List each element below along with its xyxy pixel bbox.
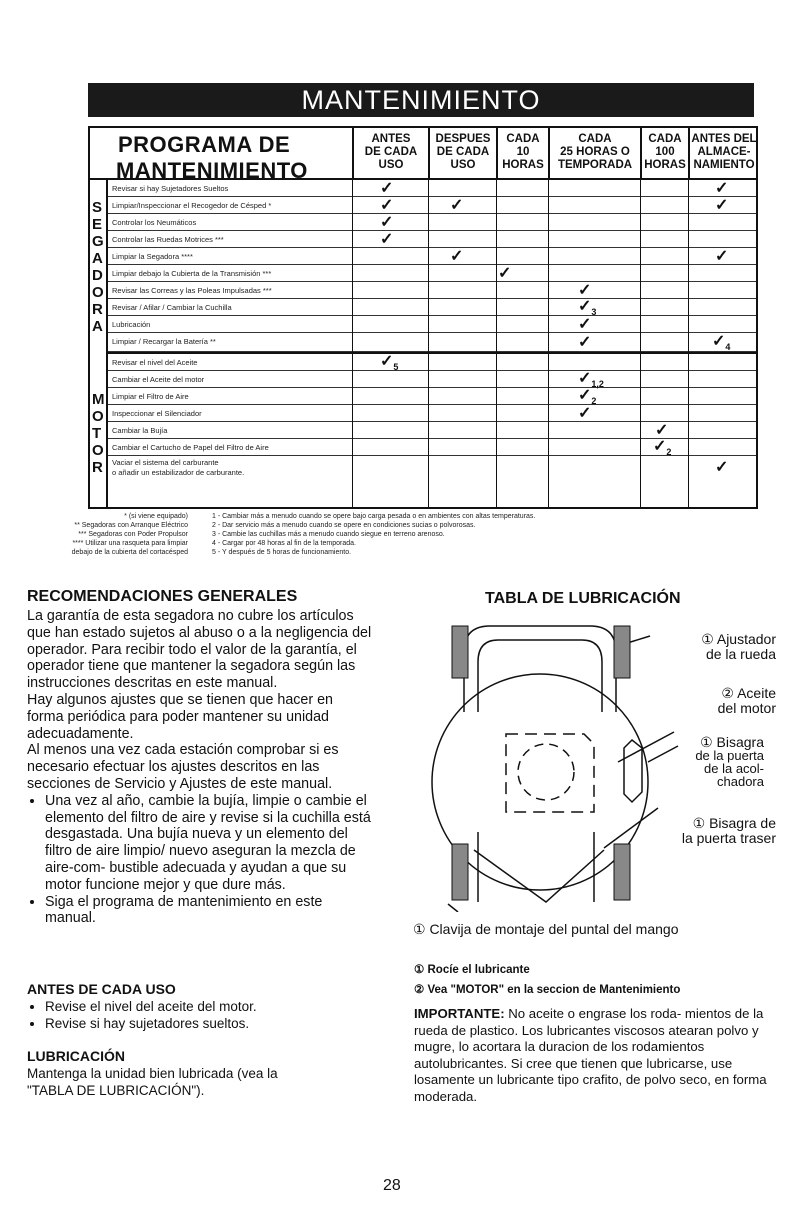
check-icon: ✓ (380, 197, 394, 214)
side-letter: S (92, 199, 103, 216)
table-row: Revisar si hay Sujetadores Sueltos (108, 180, 756, 197)
side-letter: R (92, 459, 103, 476)
callout-aceite: ② Aceite del motor (717, 685, 776, 716)
table-row: Limpiar debajo la Cubierta de la Transmisión *** (108, 265, 756, 282)
check-icon: ✓ (578, 405, 592, 422)
table-row: Cambiar la Bujía (108, 422, 756, 439)
col-header-almacenamiento: ANTES DEL ALMACE- NAMIENTO (688, 128, 758, 178)
check-icon: ✓ (380, 231, 394, 248)
lubrication-notes (414, 960, 774, 1105)
check-icon: $✓_2$ (653, 438, 672, 458)
lubricacion-heading: LUBRICACIÓN (27, 1048, 125, 1064)
legend-motor: ② Vea "MOTOR" en la seccion de Mantenimiento (414, 984, 681, 996)
col-header-25-horas: CADA 25 HORAS O TEMPORADA (548, 128, 640, 178)
table-row: Lubricación (108, 316, 756, 333)
col-header-100-horas: CADA 100 HORAS (640, 128, 688, 178)
check-icon: ✓ (578, 282, 592, 299)
table-row: Inspeccionar el Silenciador (108, 405, 756, 422)
legend-rocie: ① Rocíe el lubricante (414, 964, 530, 976)
col-header-despues-uso: DESPUES DE CADA USO (428, 128, 496, 178)
check-icon: $✓_3$ (578, 298, 597, 318)
check-icon: ✓ (715, 197, 729, 214)
check-icon: ✓ (715, 248, 729, 265)
tabla-heading: TABLA DE LUBRICACIÓN (485, 590, 681, 607)
callout-bisagra-acolchadora: ① Bisagra de la puerta de la acol- chadora (695, 734, 764, 789)
col-header-10-horas: CADA 10 HORAS (496, 128, 548, 178)
check-icon: ✓ (498, 265, 512, 282)
table-row: Vaciar el sistema del carburante o añadir un estabilizador de carburante. (112, 458, 245, 477)
footnotes-right: 1 - Cambiar más a menudo cuando se opere bajo carga pesada o en ambientes con altas temperaturas. 2 - Dar servicio más a menudo cuando se opere en condiciones sucias o polvorosas. 3 - Cambie las cuchillas más a menudo cuando siegue en terreno arenoso. 4 - Cargar por 48 horas al fin de la temporada. 5 - Y después de 5 horas de funcionamiento. (212, 513, 536, 556)
table-row: Limpiar la Segadora **** (108, 248, 756, 265)
side-letter: A (92, 250, 103, 267)
side-letter: R (92, 301, 103, 318)
side-letter: A (92, 318, 103, 335)
side-letter: T (92, 425, 102, 442)
callout-clavija: ① Clavija de montaje del puntal del mango (413, 921, 679, 937)
lubrication-diagram (418, 612, 778, 912)
section-banner: MANTENIMIENTO (88, 83, 754, 117)
check-icon: $✓_{1,2}$ (578, 370, 604, 390)
side-letter: E (92, 216, 103, 233)
table-row: Cambiar el Aceite del motor (108, 371, 756, 388)
footnotes-left: * (si viene equipado) ** Segadoras con Arranque Eléctrico *** Segadoras con Poder Propulsor **** Utilizar una rasqueta para limpiar debajo de la cubierta del cortacésped (71, 513, 188, 556)
importante-note: IMPORTANTE: No aceite o engrase los roda- mientos de la rueda de plastico. Los lubricantes viscosos atearan polvo y mugre, lo acortara la duracion de los rodamientos autolubricantes. Si cree que tienen que lubricarse, use losamente un lubricante tipo crafito, de polvo seco, en forma moderada. (414, 1006, 767, 1104)
callout-ajustador: ① Ajustador de la rueda (701, 631, 776, 662)
side-letter: O (92, 442, 104, 459)
side-letter: O (92, 408, 104, 425)
table-row: Revisar / Afilar / Cambiar la Cuchilla (108, 299, 756, 316)
side-letter: G (92, 233, 104, 250)
list-item: • Revise si hay sujetadores sueltos. (45, 1015, 257, 1032)
table-row: Controlar los Neumáticos (108, 214, 756, 231)
side-letter: O (92, 284, 104, 301)
list-item: • Revise el nivel del aceite del motor. (45, 998, 257, 1015)
antes-list (27, 998, 257, 1032)
maintenance-schedule-table (88, 126, 758, 509)
check-icon: ✓ (578, 334, 592, 351)
side-letter: D (92, 267, 103, 284)
check-icon: ✓ (380, 180, 394, 197)
table-row: Controlar las Ruedas Motrices *** (108, 231, 756, 248)
table-row: Limpiar/Inspeccionar el Recogedor de Césped * (108, 197, 756, 214)
recomendaciones-body: La garantía de esta segadora no cubre los artículos que han estado sujetos al abuso o a la negligencia del operador. Para recibir todo el valor de la garantía, el operador tiene que mantener la segadora según las instrucciones descritas en este manual. Hay algunos ajustes que se tienen que hacer en forma periódica para poder mantener su unidad adecuadamente. Al menos una vez cada estación comprobar si es necesario efectuar los ajustes descritos en las secciones de Servicio y Ajustes de este manual. • Una vez al año, cambie la bujía, limpie o cambie el elemento del filtro de aire y revise si la cuchilla está desgastada. Una bujía nueva y un elemento del filtro de aire limpio/ nuevo aseguran la mezcla de aire-com- bustible adecuada y ayudan a que su motor funcione mejor y que dure más. • Siga el programa de mantenimiento en este manual. (27, 608, 372, 927)
check-icon: ✓ (380, 214, 394, 231)
side-letter: M (92, 391, 105, 408)
page-number: 28 (383, 1177, 401, 1194)
check-icon: $✓_2$ (578, 387, 597, 407)
table-row: Revisar las Correas y las Poleas Impulsadas *** (108, 282, 756, 299)
schedule-title (116, 134, 352, 182)
table-row: Limpiar / Recargar la Batería ** (108, 333, 756, 352)
check-icon: ✓ (715, 459, 729, 476)
check-icon: ✓ (655, 422, 669, 439)
check-icon: $✓_4$ (712, 333, 731, 353)
list-item: • Una vez al año, cambie la bujía, limpie o cambie el elemento del filtro de aire y revise si la cuchilla está desgastada. Una bujía nueva y un elemento del filtro de aire limpio/ nuevo aseguran la mezcla de aire-com- bustible adecuada y ayudan a que su motor funcione mejor y que dure más. (45, 793, 372, 894)
table-row: Limpiar el Filtro de Aire (108, 388, 756, 405)
table-row: Revisar el nivel del Aceite (108, 354, 756, 371)
table-row: Cambiar el Cartucho de Papel del Filtro de Aire (108, 439, 756, 456)
check-icon: $✓_5$ (380, 353, 399, 373)
check-icon: ✓ (715, 180, 729, 197)
col-header-antes-uso: ANTES DE CADA USO (352, 128, 428, 178)
schedule-title-line2: MANTENIMIENTO (116, 158, 308, 183)
check-icon: ✓ (578, 316, 592, 333)
antes-heading: ANTES DE CADA USO (27, 981, 176, 997)
callout-bisagra-trasera: ① Bisagra de la puerta traser (681, 815, 776, 846)
check-icon: ✓ (450, 197, 464, 214)
recomendaciones-heading: RECOMENDACIONES GENERALES (27, 588, 298, 605)
list-item: • Siga el programa de mantenimiento en este manual. (45, 894, 372, 928)
check-icon: ✓ (450, 248, 464, 265)
schedule-title-line1: PROGRAMA DE (118, 132, 291, 157)
lubricacion-text: Mantenga la unidad bien lubricada (vea la "TABLA DE LUBRICACIÓN"). (27, 1066, 278, 1098)
